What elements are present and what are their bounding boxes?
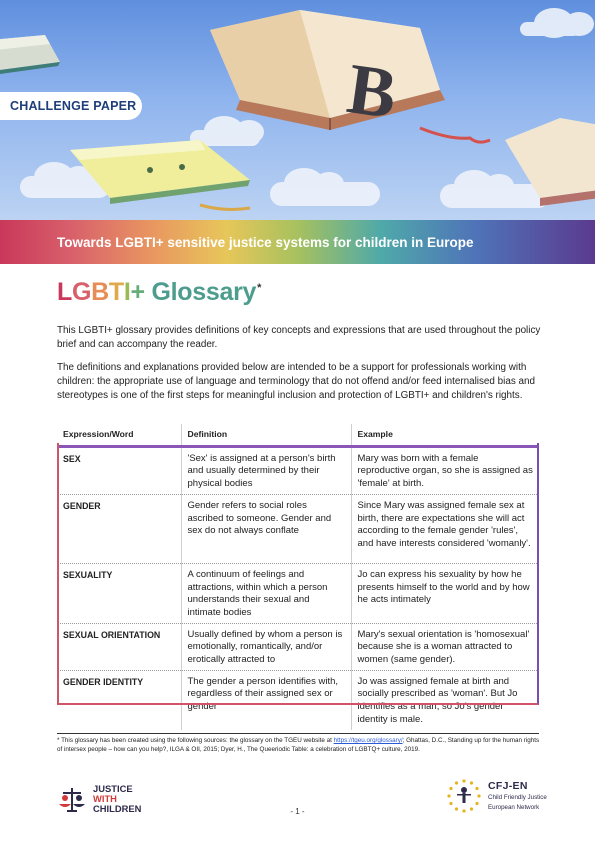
table-header-row (57, 424, 539, 446)
example-cell: Mary was born with a female reproductive organ, so she is assigned as 'female' at birth. (351, 446, 539, 494)
cfj-title: CFJ-EN (488, 780, 528, 792)
example-cell: Jo was assigned female at birth and socially prescribed as 'woman'. But Jo identifies as a man, so Jo's gender identity is male. (351, 670, 539, 729)
stars-circle-icon (446, 778, 482, 814)
table-row (57, 623, 539, 670)
table-row (57, 494, 539, 563)
title-letter: T (108, 278, 124, 306)
term-cell: SEXUALITY (57, 563, 181, 623)
table-row (57, 563, 539, 623)
footnote-text: * This glossary has been created using the following sources: the glossary on the TGEU website at (57, 737, 334, 744)
banner-title: Towards LGBTI+ sensitive justice systems for children in Europe (57, 234, 474, 250)
challenge-paper-badge (0, 92, 142, 120)
badge-label: CHALLENGE PAPER (10, 99, 137, 113)
example-cell: Since Mary was assigned female sex at birth, there are expectations she will act according to the female gender 'rules', and have interests considered 'womanly'. (351, 494, 539, 563)
book-icon (505, 118, 595, 206)
rainbow-banner (0, 220, 595, 264)
example-cell: Jo can express his sexuality by how he presents himself to the world and by how he acts intimately (351, 563, 539, 623)
page-number: - 1 - (290, 807, 305, 816)
hero-illustration (0, 0, 595, 220)
column-header: Example (351, 424, 539, 446)
intro-paragraph: The definitions and explanations provided below are intended to be a support for professionals working with children: the appropriate use of language and terminology that do not offend and/or feed internalised bias and stereotypes is one of the first steps for meaningful inclusion and protection of LGBTI+ and children's rights. (57, 361, 535, 402)
footnote-text: ; Ghattas, D.C., Standing up for the human rights of intersex people – how can you help?, ILGA & OII, 2015; Dyer, H., The Queeriodic Table: a celebration of LGBTQ+ culture, 2019. (57, 737, 540, 753)
term-cell: GENDER (57, 494, 181, 563)
intro-paragraph: This LGBTI+ glossary provides definitions of key concepts and expressions that are used throughout the policy brief and can accompany the reader. (57, 325, 541, 351)
page-title (57, 278, 261, 307)
title-word: Glossary (151, 278, 257, 306)
definition-cell: Usually defined by whom a person is emotionally, romantically, and/or erotically attracted to (181, 623, 351, 670)
title-letter: + (130, 278, 145, 306)
intro-text (57, 324, 542, 411)
jwc-line: JUSTICE (93, 783, 133, 794)
cfj-subtitle: Child Friendly Justice (488, 794, 547, 801)
term-cell: SEXUAL ORIENTATION (57, 623, 181, 670)
title-letter: I (123, 278, 131, 306)
book-icon (0, 35, 60, 74)
title-letter: G (71, 278, 92, 306)
footnote (57, 736, 542, 754)
title-letter: B (91, 278, 109, 306)
column-header: Definition (181, 424, 351, 446)
book-icon (70, 140, 250, 209)
jwc-line: CHILDREN (93, 803, 142, 814)
definition-cell: The gender a person identifies with, regardless of their assigned sex or gender (181, 670, 351, 729)
jwc-line: WITH (93, 793, 117, 804)
glossary-table (57, 424, 539, 730)
cfj-subtitle: European Network (488, 804, 540, 811)
title-letter: L (57, 278, 72, 306)
column-header: Expression/Word (63, 429, 134, 439)
title-asterisk: * (257, 282, 262, 294)
term-cell: SEX (57, 446, 181, 494)
table-row (57, 446, 539, 494)
table-row (57, 670, 539, 729)
book-icon (210, 10, 490, 142)
book-letter: B (342, 48, 402, 135)
definition-cell: 'Sex' is assigned at a person's birth and usually determined by their physical bodies (181, 446, 351, 494)
definition-cell: A continuum of feelings and attractions, within which a person understands their sexual and intimate bodies (181, 563, 351, 623)
cfj-en-logo (446, 778, 547, 814)
definition-cell: Gender refers to social roles ascribed to someone. Gender and sex do not always conflate (181, 494, 351, 563)
footnote-link[interactable]: https://tgeu.org/glossary/ (333, 737, 403, 744)
term-cell: GENDER IDENTITY (63, 676, 144, 687)
footnote-divider (57, 733, 539, 734)
cfj-wordmark (488, 780, 547, 812)
example-cell: Mary's sexual orientation is 'homosexual' because she is a woman attracted to women (same gender). (351, 623, 539, 670)
